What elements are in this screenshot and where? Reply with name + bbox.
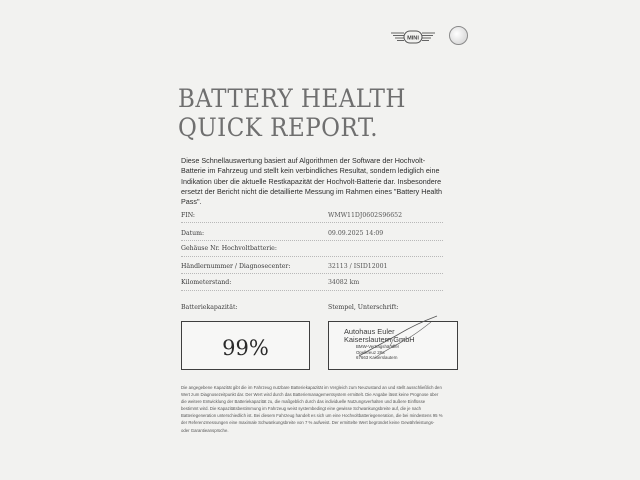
footnote: Die angegebene Kapazität gibt die im Fahrzeug nutzbare Batteriekapazität im Vergleich zum Neuzustand an und stellt ausschließlich den Wert zum Diagnosezeitpunkt dar. Der Wert wird durch das Batteriemanagementsystem ermittelt. Die Angabe lässt keine Prognose über die weitere Entwicklung der Batteriekapazität zu, die maßgeblich durch das individuelle Nutzungsverhalten und äußere Einflüsse bestimmt wird. Die Kapazitätsbestimmung im Fahrzeug weist systembedingt eine gewisse Schwankungsbreite auf, die je nach Batteriegeneration unterschiedlich ist. Bei diesem Fahrzeug handelt es sich um eine Hochvoltbatteriegeneration, die bei mindestens 95 % der Referenzmessungen eine maximale Schwankungsbreite von 7 % aufweist. Der ermittelte Wert begründet keine Gewährleistungs- oder Garantieansprüche. xyxy=(181,385,443,433)
divider xyxy=(181,273,443,274)
stamp-detail-line: BMW-Vertragshändler xyxy=(356,344,400,349)
brand-logo-text: MINI xyxy=(407,35,419,42)
intro-paragraph: Diese Schnellauswertung basiert auf Algorithmen der Software der Hochvolt-Batterie im Fahrzeug und stellt kein verbindliches Resultat, sondern lediglich eine Indikation über die aktuelle Restkapazität der Hochvolt-Batterie dar. Insbesondere ersetzt der Bericht nicht die detaillierte Messung im Rahmen eines "Battery Health Pass". xyxy=(181,156,443,207)
field-label-date: Datum: xyxy=(181,230,205,237)
field-value-date: 09.09.2025 14:09 xyxy=(328,230,384,237)
field-value-dealer: 32113 / ISID12001 xyxy=(328,263,388,270)
stamp-detail-line: Opelkreuz 28a xyxy=(356,349,385,355)
stamp-name-line-2: Kaiserslautern GmbH xyxy=(344,335,415,344)
field-label-mileage: Kilometerstand: xyxy=(181,279,232,286)
capacity-value: 99% xyxy=(222,336,269,360)
title-line-1: BATTERY HEALTH xyxy=(178,84,406,113)
divider xyxy=(181,222,443,223)
capacity-label: Batteriekapazität: xyxy=(181,304,238,311)
mini-wings-logo-icon xyxy=(389,28,437,48)
title-line-2: QUICK REPORT. xyxy=(178,113,379,142)
round-badge-icon xyxy=(449,26,468,45)
signature-icon xyxy=(355,312,441,368)
divider xyxy=(181,290,443,291)
field-label-fin: FIN: xyxy=(181,212,196,219)
stamp-name-line-1: Autohaus Euler xyxy=(344,327,395,336)
divider xyxy=(181,256,443,257)
divider xyxy=(181,240,443,241)
field-value-fin: WMW11DJ0602S96652 xyxy=(328,212,403,219)
page-title xyxy=(178,84,406,142)
field-value-mileage: 34082 km xyxy=(328,279,360,286)
capacity-box xyxy=(181,321,310,370)
stamp-label: Stempel, Unterschrift: xyxy=(328,304,399,311)
stamp-detail-line: 67663 Kaiserslautern xyxy=(356,355,398,361)
field-label-battery-housing: Gehäuse Nr. Hochvoltbatterie: xyxy=(181,245,277,252)
field-label-dealer: Händlernummer / Diagnosecenter: xyxy=(181,263,291,270)
